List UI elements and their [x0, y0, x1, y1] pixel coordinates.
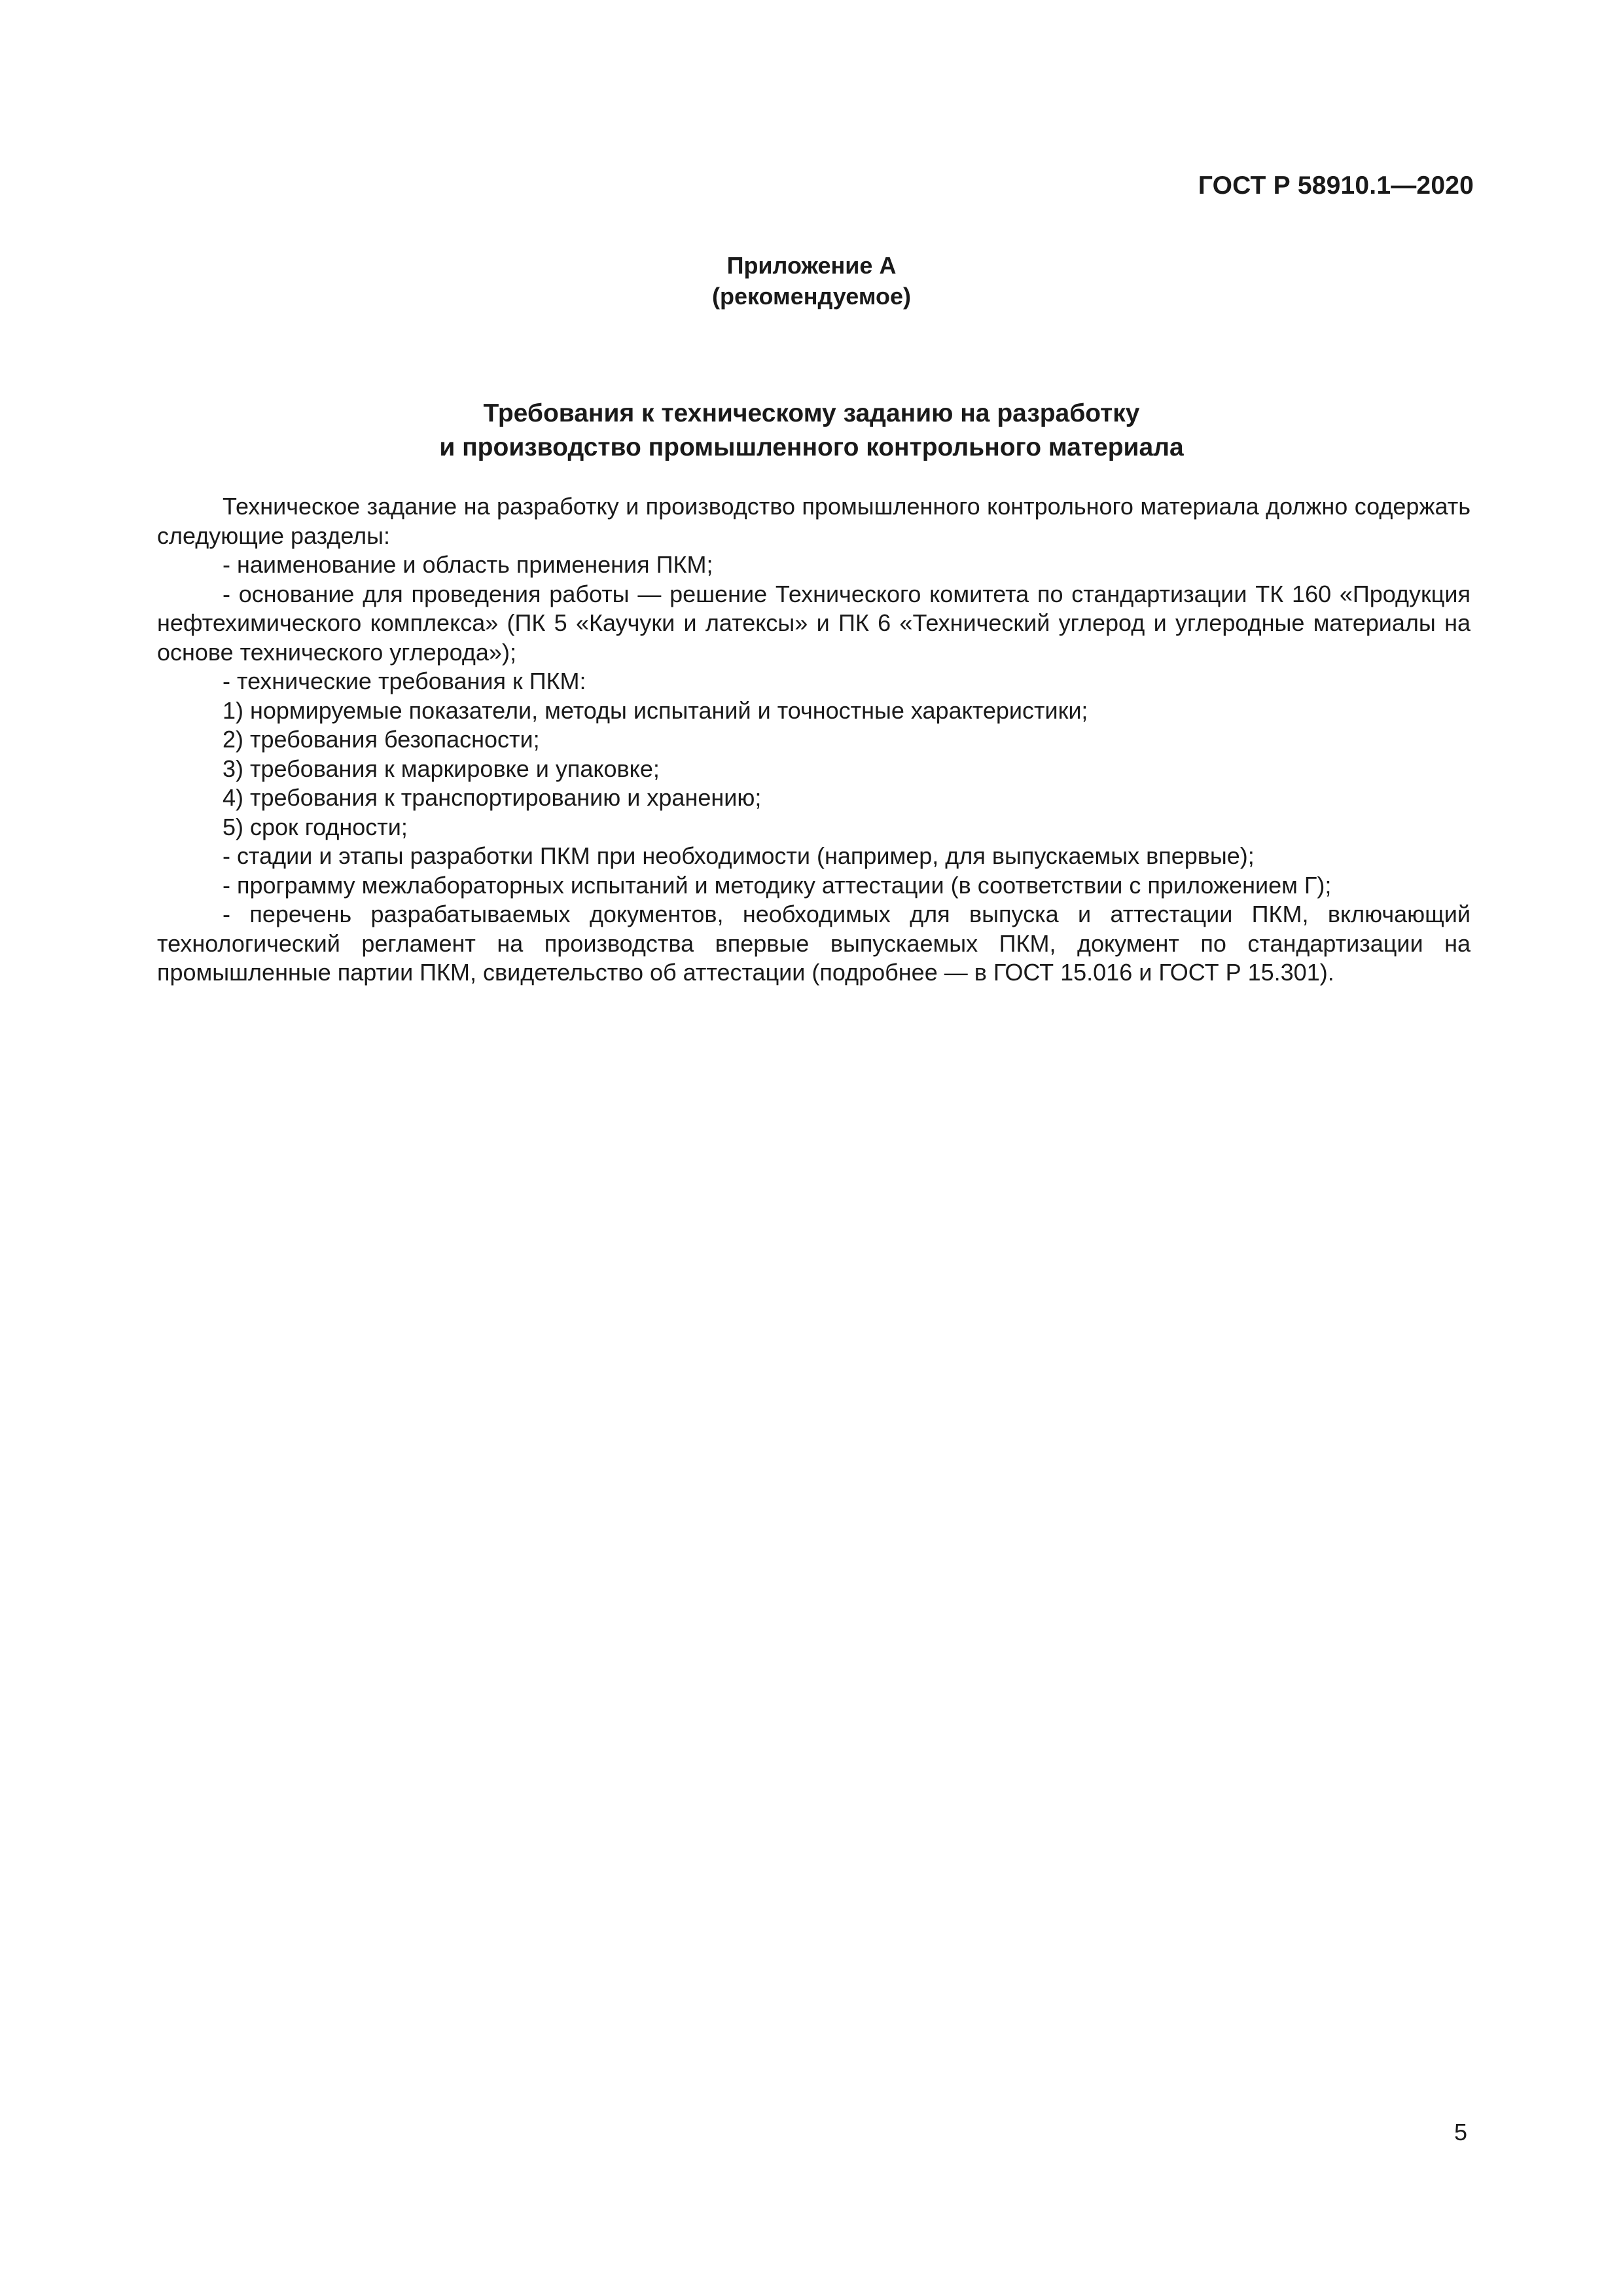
list-item: - программу межлабораторных испытаний и методику аттестации (в соответствии с приложением Г); — [223, 871, 1332, 899]
list-item: - технические требования к ПКМ: — [223, 668, 586, 694]
page-number: 5 — [1454, 2119, 1467, 2145]
list-item: - наименование и область применения ПКМ; — [223, 551, 713, 578]
section-heading-line-1: Требования к техническому заданию на разработку — [483, 399, 1140, 427]
numbered-item: 5) срок годности; — [223, 813, 408, 840]
document-code: ГОСТ Р 58910.1—2020 — [1198, 171, 1474, 200]
numbered-item: 3) требования к маркировке и упаковке; — [223, 755, 660, 782]
numbered-item: 1) нормируемые показатели, методы испытаний и точностные характеристики; — [223, 696, 1088, 724]
appendix-status: (рекомендуемое) — [712, 283, 911, 310]
list-item: - основание для проведения работы — решение Технического комитета по стандартизации ТК 160 «Продукция нефтехимического комплекса» (ПК 5 «Каучуки и латексы» и ПК 6 «Технический углерод и углеродные материалы на основе технического углерода»); — [157, 580, 1471, 666]
intro-paragraph: Техническое задание на разработку и производство промышленного контрольного материала должно содержать следующие разделы: — [157, 493, 1471, 549]
list-item: - стадии и этапы разработки ПКМ при необходимости (например, для выпускаемых впервые); — [223, 842, 1255, 869]
section-heading-line-2: и производство промышленного контрольного материала — [439, 433, 1184, 461]
body-text — [157, 492, 1471, 988]
appendix-title: Приложение А — [726, 252, 897, 279]
numbered-item: 2) требования безопасности; — [223, 726, 540, 753]
numbered-item: 4) требования к транспортированию и хранению; — [223, 784, 762, 811]
list-item: - перечень разрабатываемых документов, необходимых для выпуска и аттестации ПКМ, включающий технологический регламент на производства впервые выпускаемых ПКМ, документ по стандартизации на промышленные партии ПКМ, свидетельство об аттестации (подробнее — в ГОСТ 15.016 и ГОСТ Р 15.301). — [157, 901, 1471, 986]
